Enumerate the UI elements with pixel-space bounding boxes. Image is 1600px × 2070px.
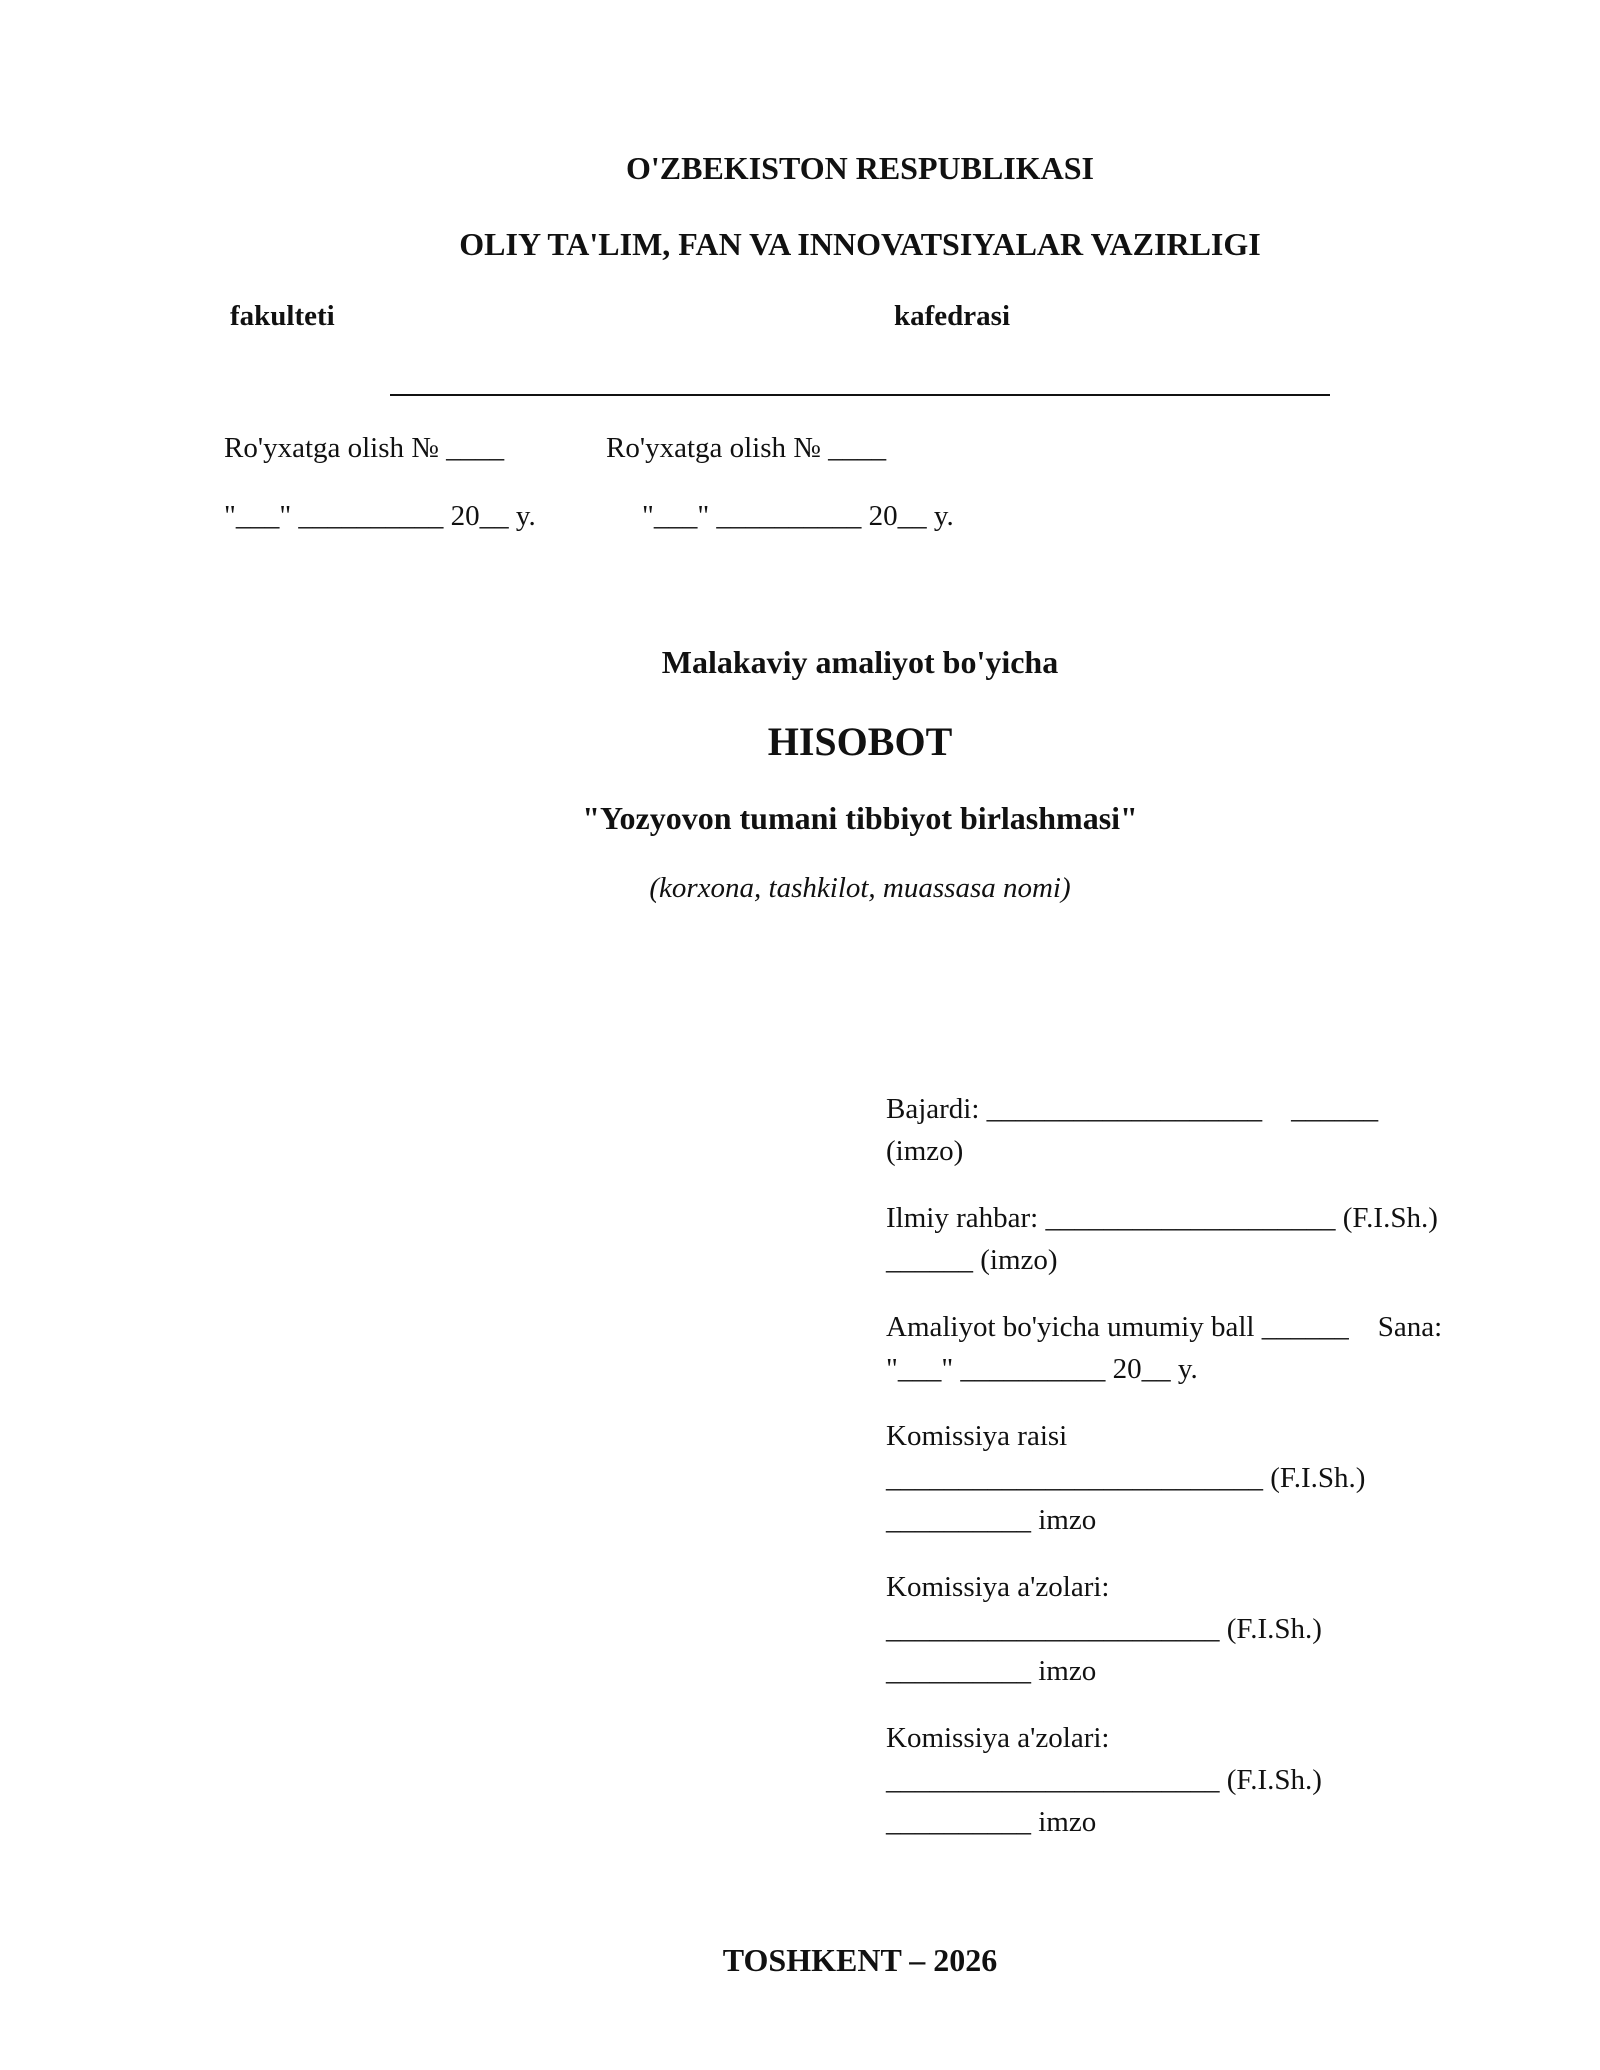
department-label: kafedrasi bbox=[894, 300, 1010, 332]
report-title: HISOBOT bbox=[767, 719, 953, 764]
advisor-signature-line: ______ (imzo) bbox=[886, 1244, 1058, 1276]
commission-member-name-line: _______________________ (F.I.Sh.) bbox=[886, 1613, 1322, 1645]
commission-chair-block bbox=[886, 1415, 1526, 1541]
commission-member-signature-line: __________ imzo bbox=[886, 1806, 1097, 1838]
commission-member-signature-line: __________ imzo bbox=[886, 1655, 1097, 1687]
advisor-block bbox=[886, 1197, 1526, 1281]
commission-chair-name-line: __________________________ (F.I.Sh.) bbox=[886, 1462, 1366, 1494]
organization-name: "Yozyovon tumani tibbiyot birlashmasi" bbox=[582, 800, 1138, 836]
score-date-line: "___" __________ 20__ y. bbox=[886, 1353, 1198, 1385]
registration-date-left: "___" __________ 20__ y. bbox=[224, 500, 536, 532]
faculty-label: fakulteti bbox=[230, 300, 335, 332]
performer-signature-note: (imzo) bbox=[886, 1135, 964, 1167]
horizontal-rule bbox=[390, 394, 1330, 396]
commission-member-block-1 bbox=[886, 1566, 1526, 1692]
organization-note: (korxona, tashkilot, muassasa nomi) bbox=[649, 872, 1071, 904]
score-block bbox=[886, 1306, 1526, 1390]
registration-number-right: Ro'yxatga olish № ____ bbox=[606, 432, 887, 464]
ministry-heading: OLIY TA'LIM, FAN VA INNOVATSIYALAR VAZIRLIGI bbox=[459, 226, 1261, 262]
commission-member-block-2 bbox=[886, 1717, 1526, 1843]
performer-block bbox=[886, 1088, 1526, 1172]
commission-member-label: Komissiya a'zolari: bbox=[886, 1722, 1110, 1754]
score-line: Amaliyot bo'yicha umumiy ball ______ Sana: bbox=[886, 1311, 1443, 1343]
registration-number-left: Ro'yxatga olish № ____ bbox=[224, 432, 505, 464]
commission-chair-signature-line: __________ imzo bbox=[886, 1504, 1097, 1536]
registration-date-right: "___" __________ 20__ y. bbox=[642, 500, 954, 532]
commission-chair-label: Komissiya raisi bbox=[886, 1420, 1068, 1452]
advisor-line: Ilmiy rahbar: ____________________ (F.I.Sh.) bbox=[886, 1202, 1438, 1234]
performer-line: Bajardi: ___________________ ______ bbox=[886, 1093, 1379, 1125]
commission-member-name-line: _______________________ (F.I.Sh.) bbox=[886, 1764, 1322, 1796]
report-subtitle: Malakaviy amaliyot bo'yicha bbox=[661, 644, 1059, 680]
commission-member-label: Komissiya a'zolari: bbox=[886, 1571, 1110, 1603]
republic-heading: O'ZBEKISTON RESPUBLIKASI bbox=[625, 150, 1094, 186]
city-year: TOSHKENT – 2026 bbox=[722, 1942, 998, 1978]
